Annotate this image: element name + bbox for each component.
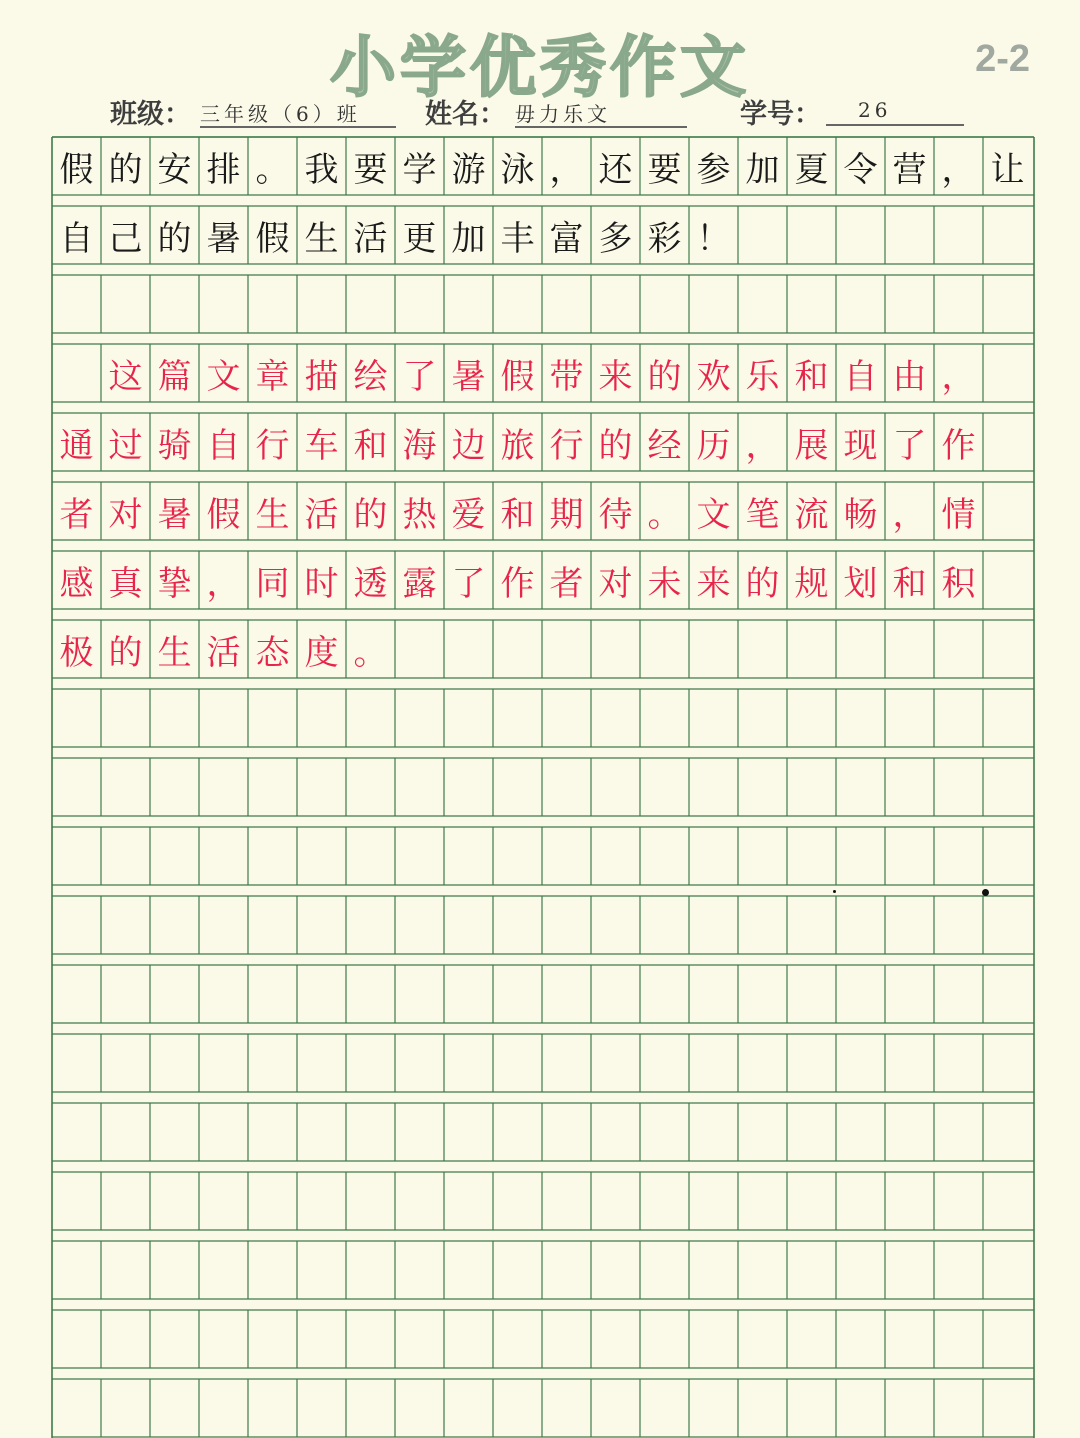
grid-char	[52, 344, 101, 402]
grid-char: 爱	[451, 494, 486, 535]
grid-char: 假	[255, 218, 290, 259]
grid-char: 现	[843, 425, 878, 466]
grid-char: 游	[451, 149, 486, 190]
grid-row	[52, 137, 1032, 195]
grid-char: 章	[255, 356, 290, 397]
grid-char: 夏	[794, 149, 829, 190]
grid-char: 规	[794, 563, 829, 604]
grid-char: 生	[304, 218, 339, 259]
grid-char: 的	[598, 425, 633, 466]
grid-char: 态	[255, 632, 290, 673]
grid-char: 未	[647, 563, 682, 604]
grid-char: 待	[598, 494, 633, 535]
grid-char: 度	[304, 632, 339, 673]
grid-char: 极	[59, 632, 94, 673]
grid-char: 边	[451, 425, 486, 466]
grid-char: 积	[941, 563, 976, 604]
grid-row	[52, 620, 395, 678]
grid-char: 和	[892, 563, 927, 604]
grid-char: 加	[745, 149, 780, 190]
grid-char: 丰	[500, 218, 535, 259]
grid-char: 富	[549, 218, 584, 259]
grid-char: 自	[843, 356, 878, 397]
grid-char: 作	[941, 425, 976, 466]
grid-char: 活	[206, 632, 241, 673]
grid-row	[52, 413, 983, 471]
grid-char: 了	[402, 356, 437, 397]
grid-char: 学	[402, 149, 437, 190]
grid-char: 和	[794, 356, 829, 397]
grid-char: 旅	[500, 425, 535, 466]
grid-char: 流	[794, 494, 829, 535]
grid-char: 的	[108, 632, 143, 673]
grid-char: 绘	[353, 356, 388, 397]
grid-char: ，	[549, 149, 584, 190]
grid-char: 作	[500, 563, 535, 604]
grid-char: ，	[941, 149, 976, 190]
grid-char: 。	[647, 494, 682, 535]
grid-char: 我	[304, 149, 339, 190]
grid-char: ！	[696, 218, 731, 259]
grid-char: 更	[402, 218, 437, 259]
grid-char: 己	[108, 218, 143, 259]
grid-char: 篇	[157, 356, 192, 397]
grid-char: 者	[59, 494, 94, 535]
grid-char: 彩	[647, 218, 682, 259]
grid-char: 暑	[206, 218, 241, 259]
grid-char: ，	[941, 356, 976, 397]
grid-char: 通	[59, 425, 94, 466]
grid-char: 的	[745, 563, 780, 604]
page-title: 小学优秀作文	[330, 29, 750, 106]
grid-char: 生	[255, 494, 290, 535]
student-id-field: 26	[826, 98, 964, 126]
grid-char: 欢	[696, 356, 731, 397]
grid-char: 的	[157, 218, 192, 259]
name-label: 姓名：	[425, 99, 506, 130]
grid-char: 情	[941, 494, 976, 535]
grid-char: 笔	[745, 494, 780, 535]
name-field: 毋力乐文	[515, 98, 687, 128]
grid-char: 了	[892, 425, 927, 466]
grid-char: 安	[157, 149, 192, 190]
grid-char: 令	[843, 149, 878, 190]
class-label: 班级：	[110, 99, 191, 130]
grid-char: 自	[206, 425, 241, 466]
grid-char: 假	[206, 494, 241, 535]
grid-char: 还	[598, 149, 633, 190]
grid-char: 的	[108, 149, 143, 190]
grid-char: 来	[598, 356, 633, 397]
page-number: 2-2	[975, 38, 1030, 80]
grid-char: 了	[451, 563, 486, 604]
grid-char: 由	[892, 356, 927, 397]
grid-char: 真	[108, 563, 143, 604]
grid-row	[52, 551, 983, 609]
grid-char: 假	[500, 356, 535, 397]
grid-char: 海	[402, 425, 437, 466]
grid-char: 期	[549, 494, 584, 535]
grid-char: 泳	[500, 149, 535, 190]
grid-char: 对	[598, 563, 633, 604]
grid-char: 和	[500, 494, 535, 535]
grid-char: 的	[353, 494, 388, 535]
grid-char: ，	[206, 563, 241, 604]
grid-char: 暑	[451, 356, 486, 397]
grid-char: 乐	[745, 356, 780, 397]
grid-char: 生	[157, 632, 192, 673]
student-id-label: 学号：	[740, 99, 821, 130]
grid-char: 来	[696, 563, 731, 604]
grid-char: 者	[549, 563, 584, 604]
grid-char: 挚	[157, 563, 192, 604]
grid-char: 经	[647, 425, 682, 466]
grid-char: 要	[353, 149, 388, 190]
grid-char: 车	[304, 425, 339, 466]
grid-char: 行	[255, 425, 290, 466]
grid-char: 行	[549, 425, 584, 466]
grid-char: 。	[353, 632, 388, 673]
grid-char: 营	[892, 149, 927, 190]
grid-row	[52, 344, 983, 402]
ink-speck	[833, 890, 836, 893]
grid-char: 过	[108, 425, 143, 466]
grid-char: 活	[304, 494, 339, 535]
class-field: 三年级（6）班	[200, 98, 396, 128]
grid-char: ，	[892, 494, 927, 535]
grid-char: ，	[745, 425, 780, 466]
grid-char: 同	[255, 563, 290, 604]
grid-char: 热	[402, 494, 437, 535]
grid-char: 骑	[157, 425, 192, 466]
grid-char: 畅	[843, 494, 878, 535]
grid-char: 参	[696, 149, 731, 190]
grid-char: 时	[304, 563, 339, 604]
grid-char: 自	[59, 218, 94, 259]
grid-row	[52, 482, 983, 540]
grid-char: 要	[647, 149, 682, 190]
grid-char: 的	[647, 356, 682, 397]
grid-char: 加	[451, 218, 486, 259]
grid-char: 文	[696, 494, 731, 535]
grid-char: 暑	[157, 494, 192, 535]
grid-char: 活	[353, 218, 388, 259]
grid-char: 让	[990, 149, 1025, 190]
grid-char: 历	[696, 425, 731, 466]
grid-char: 划	[843, 563, 878, 604]
grid-char: 露	[402, 563, 437, 604]
grid-char: 描	[304, 356, 339, 397]
grid-char: 和	[353, 425, 388, 466]
grid-char: 排	[206, 149, 241, 190]
ink-speck	[982, 889, 989, 896]
grid-char: 假	[59, 149, 94, 190]
grid-char: 展	[794, 425, 829, 466]
grid-char: 。	[255, 149, 290, 190]
grid-char: 这	[108, 356, 143, 397]
grid-char: 透	[353, 563, 388, 604]
grid-char: 对	[108, 494, 143, 535]
grid-char: 感	[59, 563, 94, 604]
grid-char: 带	[549, 356, 584, 397]
grid-char: 文	[206, 356, 241, 397]
grid-char: 多	[598, 218, 633, 259]
grid-row	[52, 206, 738, 264]
